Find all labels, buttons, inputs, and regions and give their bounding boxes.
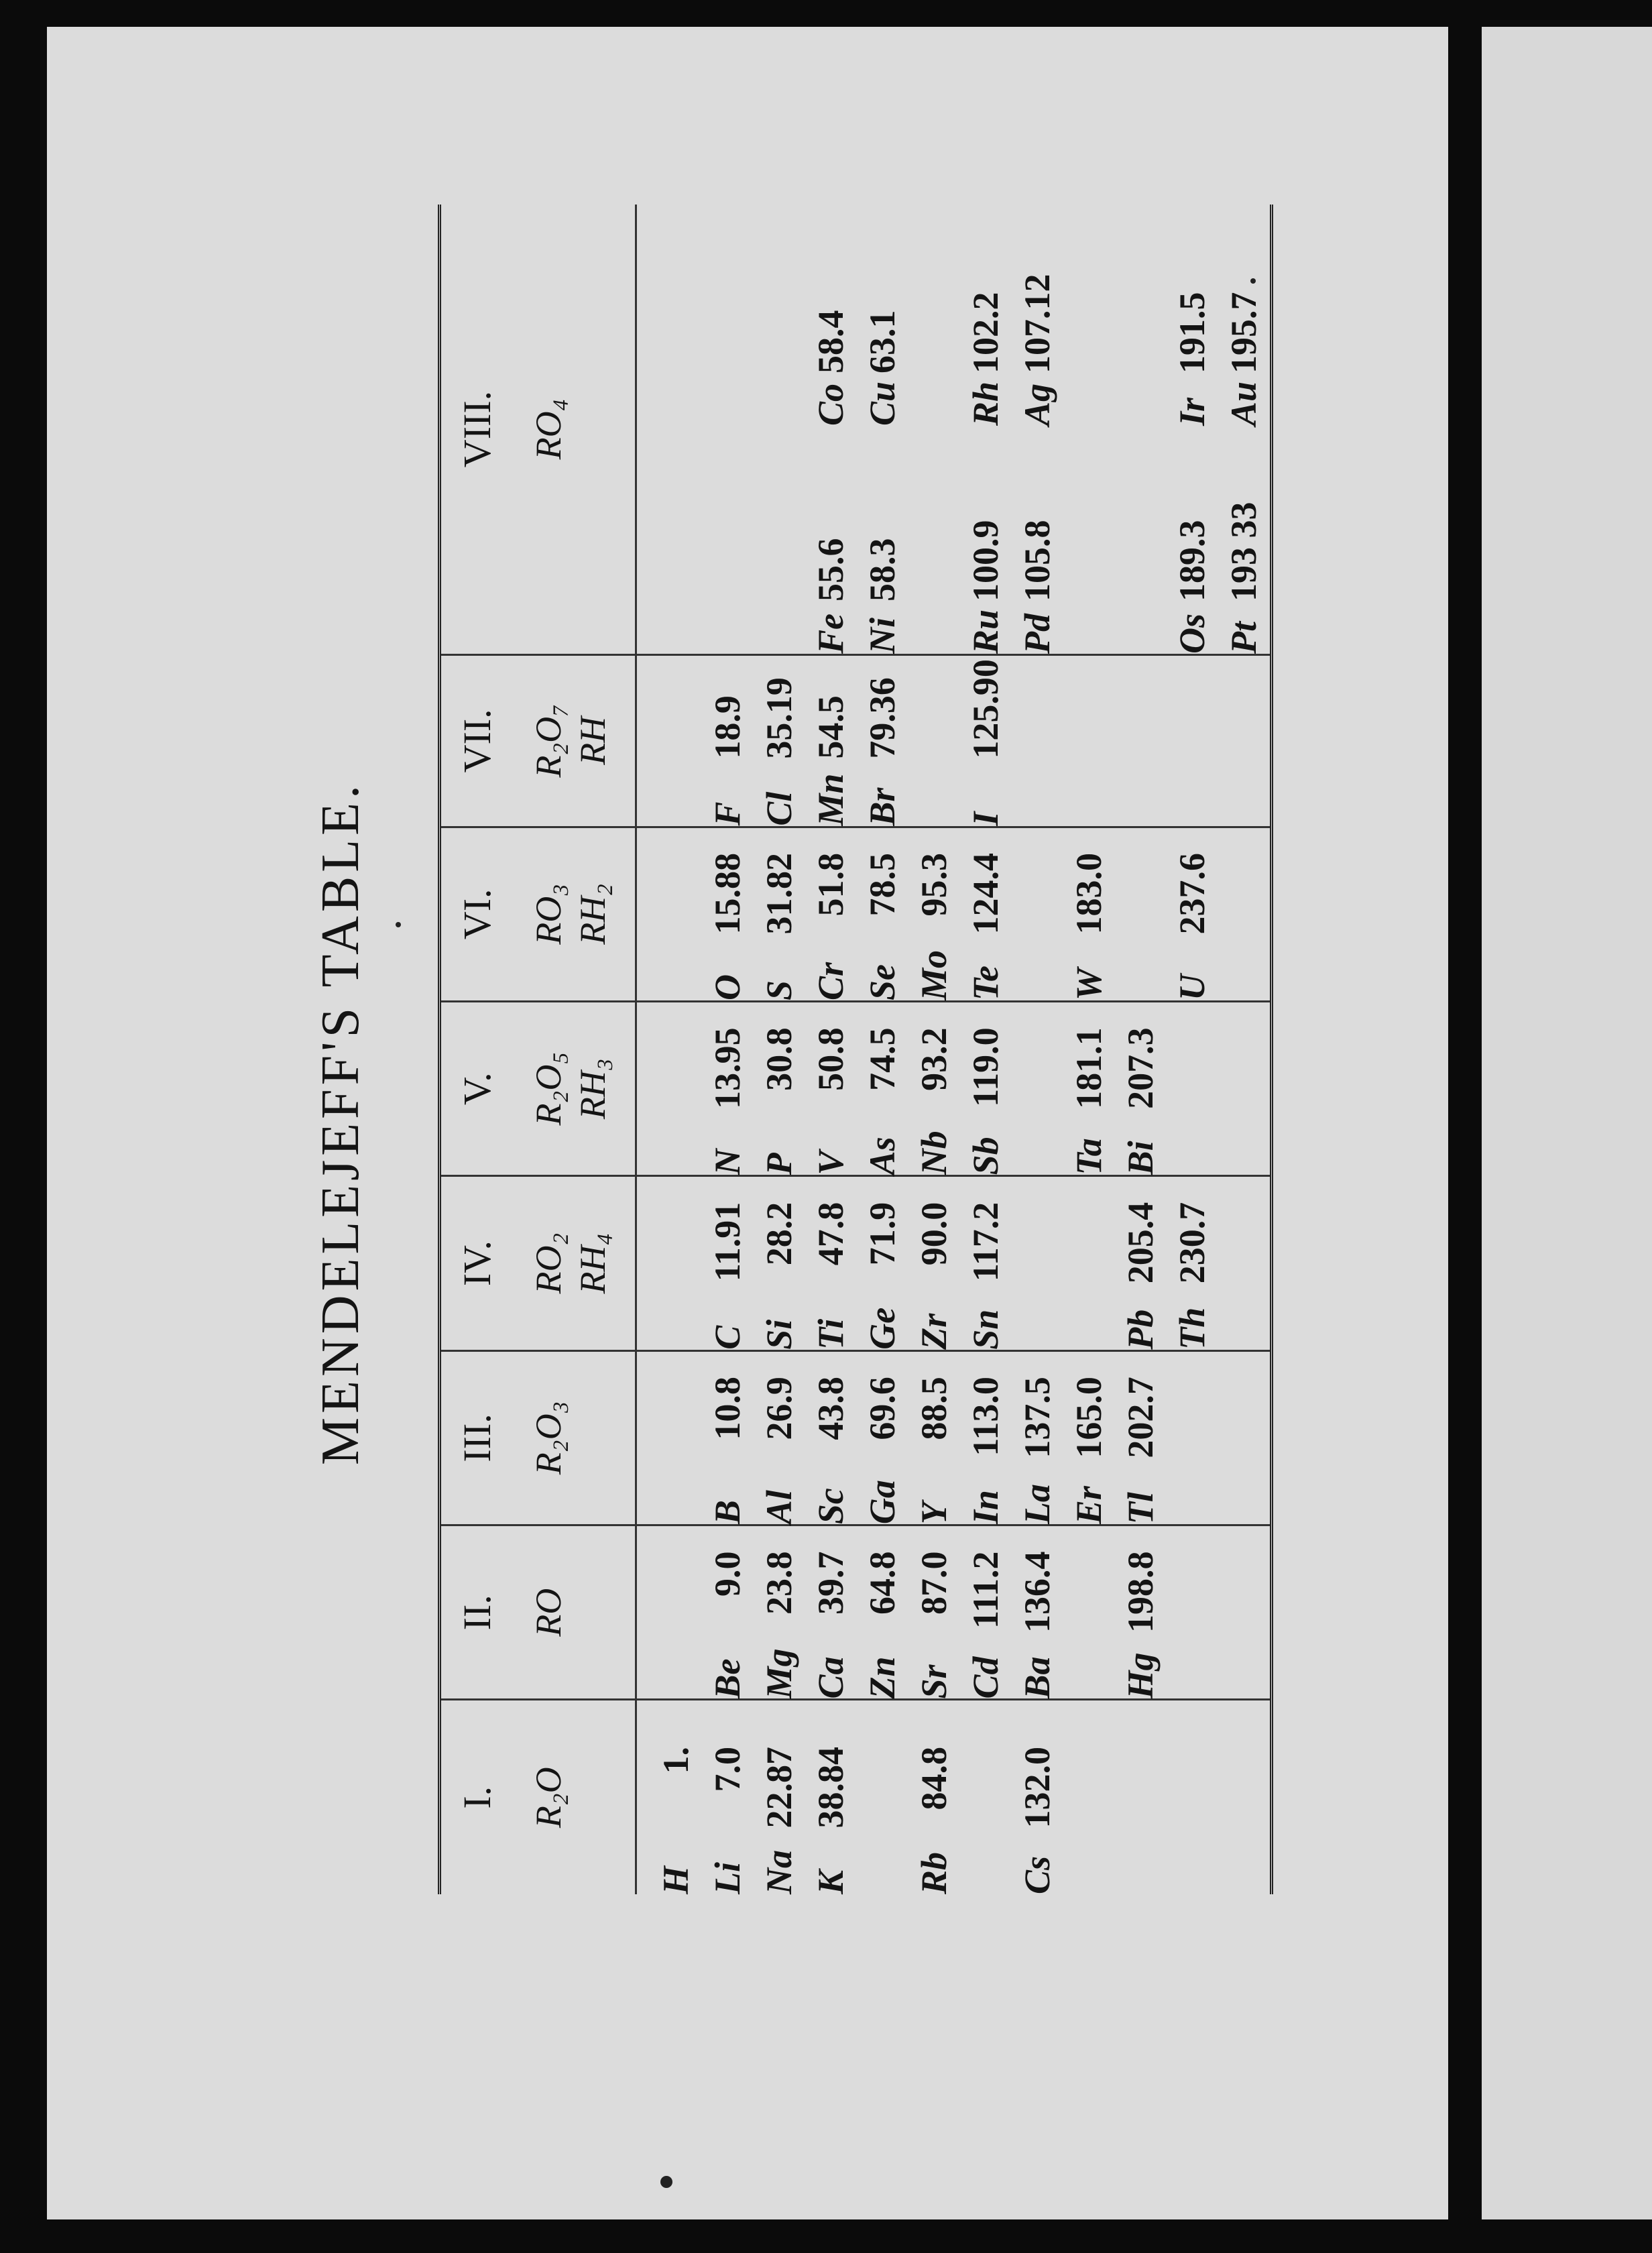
element-entry — [908, 1700, 960, 1894]
ink-speck — [1250, 278, 1256, 284]
atomic-weight: 39.7 — [811, 1551, 851, 1615]
atomic-weight: 100.9 — [965, 520, 1006, 602]
atomic-weight: 125.90 — [965, 659, 1006, 759]
oxide-formula: RO₄ — [528, 398, 569, 460]
atomic-weight: 58.4 — [811, 310, 851, 374]
element-entry — [1167, 1177, 1218, 1349]
element-entry — [1063, 205, 1115, 654]
element-symbol: Ge — [862, 1307, 902, 1350]
element-entry — [960, 205, 1012, 654]
group-number: III. — [455, 1413, 499, 1462]
atomic-weight: 124.4 — [965, 852, 1006, 935]
element-symbol: Mo — [914, 949, 954, 1000]
element-symbol: Si — [759, 1319, 799, 1350]
element-entry — [1012, 205, 1063, 654]
group-7-cell — [636, 655, 1272, 827]
element-entry — [805, 1002, 857, 1175]
element-entry — [1167, 828, 1218, 1000]
atomic-weight: 90.0 — [914, 1202, 954, 1266]
atomic-weight: 15.88 — [707, 852, 748, 935]
atomic-weight: 132.0 — [1017, 1747, 1057, 1829]
element-entry — [702, 828, 754, 1000]
group-header — [440, 1001, 636, 1175]
element-entry — [805, 1352, 857, 1524]
element-entry — [1115, 1526, 1167, 1698]
atomic-weight: 87.0 — [914, 1551, 954, 1615]
element-symbol: Cl — [759, 791, 799, 826]
element-entry — [1063, 1177, 1115, 1349]
element-entry — [754, 1526, 805, 1698]
atomic-weight: 69.6 — [862, 1377, 902, 1440]
atomic-weight: 10.8 — [707, 1377, 748, 1440]
element-entry — [908, 656, 960, 826]
atomic-weight: 119.0 — [965, 1027, 1006, 1107]
element-symbol: Mn — [811, 773, 851, 826]
atomic-weight: 55.6 — [811, 538, 851, 602]
element-symbol: O — [707, 974, 748, 1000]
group-6-cell — [636, 827, 1272, 1001]
element-symbol: Fe — [811, 614, 851, 654]
blank-row — [754, 205, 805, 654]
element-symbol: W — [1069, 968, 1109, 1000]
atomic-weight: 136.4 — [1017, 1551, 1057, 1633]
group-number: IV. — [455, 1240, 499, 1287]
element-entry — [857, 1526, 908, 1698]
element-symbol: C — [707, 1325, 748, 1350]
element-symbol: Pt — [1224, 622, 1264, 654]
group-number: V. — [455, 1072, 499, 1106]
element-entry — [1012, 1526, 1063, 1698]
atomic-weight: 181.1 — [1069, 1027, 1109, 1109]
element-symbol: Ni — [862, 618, 902, 654]
atomic-weight: 13.95 — [707, 1027, 748, 1109]
oxide-formula: R₂O₃ — [528, 1401, 569, 1475]
element-entry — [1115, 205, 1167, 654]
element-entry — [1167, 205, 1218, 654]
element-entry — [908, 1526, 960, 1698]
element-entry — [960, 1700, 1012, 1894]
book-page — [47, 27, 1448, 2219]
element-entry — [702, 1177, 754, 1349]
blank-row — [650, 656, 702, 826]
blank-row — [650, 1002, 702, 1175]
group-header — [440, 1700, 636, 1894]
atomic-weight: 50.8 — [811, 1027, 851, 1091]
atomic-weight: 58.3 — [862, 538, 902, 602]
element-symbol: Ru — [965, 609, 1006, 654]
oxide-formula: RO₂ — [528, 1232, 569, 1294]
element-symbol: Ca — [811, 1656, 851, 1699]
atomic-weight: 51.8 — [811, 852, 851, 917]
atomic-weight: 47.8 — [811, 1202, 851, 1266]
group-header — [440, 205, 636, 655]
element-entry — [857, 1177, 908, 1349]
atomic-weight: 93.2 — [914, 1027, 954, 1091]
element-symbol: Cu — [862, 381, 902, 426]
element-symbol: Y — [914, 1502, 954, 1525]
element-entry — [960, 1177, 1012, 1349]
atomic-weight: 205.4 — [1120, 1202, 1161, 1284]
element-entry — [908, 1002, 960, 1175]
atomic-weight: 105.8 — [1017, 520, 1057, 602]
group-number: II. — [455, 1595, 499, 1631]
atomic-weight: 9.0 — [707, 1551, 748, 1597]
atomic-weight: 193 33 — [1224, 502, 1264, 602]
element-entry — [1115, 1002, 1167, 1175]
element-entry — [1063, 1002, 1115, 1175]
element-entry — [805, 656, 857, 826]
element-symbol: F — [707, 801, 748, 826]
element-symbol: S — [759, 980, 799, 1000]
element-entry — [805, 1700, 857, 1894]
atomic-weight: 117.2 — [965, 1202, 1006, 1282]
blank-row — [702, 205, 754, 654]
element-entry — [805, 205, 857, 654]
element-symbol: Na — [759, 1850, 799, 1894]
element-entry — [1218, 205, 1270, 654]
oxide-formula: RO — [528, 1588, 569, 1637]
element-entry — [908, 1352, 960, 1524]
atomic-weight: 237.6 — [1172, 852, 1212, 935]
oxide-formula: RO₃ — [528, 883, 569, 945]
element-symbol: Li — [707, 1862, 748, 1894]
blank-row — [650, 828, 702, 1000]
group-header — [440, 1525, 636, 1700]
element-symbol: Se — [862, 964, 902, 1000]
group-number: VI. — [455, 888, 499, 940]
element-entry — [1115, 828, 1167, 1000]
group-1-cell — [636, 1700, 1272, 1894]
atomic-weight: 63.1 — [862, 310, 902, 374]
element-entry — [650, 1700, 702, 1894]
element-symbol: In — [965, 1490, 1006, 1525]
atomic-weight: 165.0 — [1069, 1377, 1109, 1458]
blank-row — [650, 205, 702, 654]
group-4-cell — [636, 1176, 1272, 1350]
hydride-formula: RH₂ — [573, 883, 613, 945]
oxide-formula: R₂O — [528, 1767, 569, 1829]
blank-row — [650, 1526, 702, 1698]
atomic-weight: 30.8 — [759, 1027, 799, 1091]
element-entry — [1012, 1352, 1063, 1524]
group-3-cell — [636, 1350, 1272, 1525]
atomic-weight: 230.7 — [1172, 1202, 1212, 1284]
atomic-weight: 202.7 — [1120, 1377, 1161, 1458]
element-entry — [805, 828, 857, 1000]
atomic-weight: 64.8 — [862, 1551, 902, 1615]
group-number: VIII. — [455, 390, 499, 468]
element-entry — [908, 828, 960, 1000]
group-number: I. — [455, 1786, 499, 1809]
atomic-weight: 207.3 — [1120, 1027, 1161, 1109]
element-entry — [702, 1526, 754, 1698]
element-entry — [1115, 1177, 1167, 1349]
element-entry — [754, 828, 805, 1000]
element-entry — [960, 1526, 1012, 1698]
element-entry — [702, 1002, 754, 1175]
atomic-weight: 195.7 — [1224, 292, 1264, 374]
element-entry — [857, 1352, 908, 1524]
element-symbol: La — [1017, 1484, 1057, 1525]
atomic-weight: 31.82 — [759, 852, 799, 935]
hydride-formula: RH₃ — [573, 1058, 613, 1120]
atomic-weight: 1. — [656, 1747, 696, 1774]
element-entry — [1063, 1352, 1115, 1524]
element-symbol: Cs — [1017, 1855, 1057, 1894]
element-entry — [857, 1700, 908, 1894]
atomic-weight: 26.9 — [759, 1377, 799, 1440]
atomic-weight: 88.5 — [914, 1377, 954, 1440]
element-symbol: Pd — [1017, 614, 1057, 654]
adjacent-page-edge — [1482, 27, 1652, 2219]
element-symbol: H — [656, 1865, 696, 1894]
element-entry — [1063, 828, 1115, 1000]
group-header — [440, 827, 636, 1001]
element-entry — [754, 1352, 805, 1524]
atomic-weight: 71.9 — [862, 1202, 902, 1266]
element-symbol: Cr — [811, 962, 851, 1000]
hydride-formula: RH₄ — [573, 1232, 613, 1294]
element-symbol: Ir — [1172, 397, 1212, 426]
rotated-table-block — [257, 218, 1264, 2028]
element-symbol: Au — [1224, 381, 1264, 426]
atomic-weight: 191.5 — [1172, 292, 1212, 374]
element-entry — [960, 828, 1012, 1000]
element-symbol: B — [707, 1500, 748, 1525]
page-title: MENDELEJEFF'S TABLE. — [311, 781, 370, 1465]
element-symbol: Ta — [1069, 1138, 1109, 1175]
element-symbol: Zr — [914, 1313, 954, 1350]
atomic-weight: 79.36 — [862, 677, 902, 759]
element-entry — [805, 1526, 857, 1698]
atomic-weight: 102.2 — [965, 292, 1006, 374]
element-symbol: Sc — [811, 1488, 851, 1525]
element-symbol: N — [707, 1149, 748, 1175]
element-entry — [754, 1177, 805, 1349]
atomic-weight: 78.5 — [862, 852, 902, 917]
element-symbol: Pb — [1120, 1309, 1161, 1350]
element-entry — [857, 656, 908, 826]
element-entry — [754, 1700, 805, 1894]
atomic-weight: 107.12 — [1017, 274, 1057, 374]
atomic-weight: 7.0 — [707, 1747, 748, 1792]
element-entry — [702, 1352, 754, 1524]
element-entry — [702, 1700, 754, 1894]
element-symbol: Bi — [1120, 1141, 1161, 1175]
group-header — [440, 1350, 636, 1525]
element-entry — [805, 1177, 857, 1349]
group-2-cell — [636, 1525, 1272, 1700]
element-symbol: Sn — [965, 1309, 1006, 1350]
elements-row — [636, 205, 1272, 1894]
element-symbol: U — [1172, 974, 1212, 1000]
element-symbol: Ba — [1017, 1656, 1057, 1699]
element-entry — [857, 828, 908, 1000]
group-number: VII. — [455, 709, 499, 773]
atomic-weight: 54.5 — [811, 695, 851, 759]
element-symbol: Be — [707, 1658, 748, 1699]
group-header — [440, 655, 636, 827]
atomic-weight: 189.3 — [1172, 520, 1212, 602]
atomic-weight: 198.8 — [1120, 1551, 1161, 1633]
element-symbol: Co — [811, 383, 851, 426]
element-symbol: Sb — [965, 1137, 1006, 1175]
element-symbol: Sr — [914, 1664, 954, 1699]
oxide-formula: R₂O₇ — [528, 704, 569, 778]
element-symbol: Tl — [1120, 1492, 1161, 1525]
atomic-weight: 95.3 — [914, 852, 954, 917]
atomic-weight: 18.9 — [707, 695, 748, 759]
atomic-weight: 11.91 — [707, 1202, 748, 1282]
atomic-weight: 35.19 — [759, 677, 799, 759]
element-entry — [857, 1002, 908, 1175]
element-symbol: Cd — [965, 1656, 1006, 1699]
atomic-weight: 183.0 — [1069, 852, 1109, 935]
element-entry — [1012, 828, 1063, 1000]
atomic-weight: 28.2 — [759, 1202, 799, 1266]
ink-speck — [396, 922, 401, 927]
element-symbol: As — [862, 1137, 902, 1175]
atomic-weight: 23.8 — [759, 1551, 799, 1615]
element-entry — [1012, 1177, 1063, 1349]
element-symbol: Te — [965, 965, 1006, 1000]
element-symbol: Hg — [1120, 1652, 1161, 1699]
element-symbol: Zn — [862, 1656, 902, 1699]
group-8-cell — [636, 205, 1272, 655]
element-symbol: Th — [1172, 1307, 1212, 1350]
element-symbol: Br — [862, 787, 902, 826]
element-entry — [960, 1002, 1012, 1175]
element-symbol: Rh — [965, 381, 1006, 426]
element-symbol: Er — [1069, 1486, 1109, 1525]
element-entry — [908, 1177, 960, 1349]
element-symbol: Nb — [914, 1131, 954, 1175]
ink-speck — [660, 2176, 672, 2188]
element-entry — [754, 656, 805, 826]
element-entry — [1012, 1700, 1063, 1894]
atomic-weight: 74.5 — [862, 1027, 902, 1091]
element-symbol: K — [811, 1869, 851, 1894]
element-entry — [1012, 1002, 1063, 1175]
atomic-weight: 137.5 — [1017, 1377, 1057, 1458]
atomic-weight: 113.0 — [965, 1377, 1006, 1456]
element-symbol: Al — [759, 1490, 799, 1525]
periodic-table — [438, 205, 1273, 1894]
element-entry — [1115, 1352, 1167, 1524]
element-entry — [1063, 1526, 1115, 1698]
element-entry — [908, 205, 960, 654]
oxide-formula: R₂O₅ — [528, 1051, 569, 1126]
hydride-formula: RH — [573, 716, 613, 765]
element-symbol: P — [759, 1153, 799, 1175]
element-symbol: V — [811, 1151, 851, 1175]
atomic-weight: 111.2 — [965, 1551, 1006, 1629]
group-header-row — [440, 205, 636, 1894]
element-symbol: I — [965, 811, 1006, 826]
element-symbol: Ti — [811, 1318, 851, 1350]
blank-row — [650, 1177, 702, 1349]
group-header — [440, 1176, 636, 1350]
element-entry — [754, 1002, 805, 1175]
element-symbol: Mg — [759, 1648, 799, 1699]
group-5-cell — [636, 1001, 1272, 1175]
element-symbol: Os — [1172, 614, 1212, 654]
element-symbol: Ag — [1017, 383, 1057, 426]
element-symbol: Rb — [914, 1851, 954, 1894]
atomic-weight: 43.8 — [811, 1377, 851, 1440]
atomic-weight: 84.8 — [914, 1747, 954, 1810]
blank-row — [650, 1352, 702, 1524]
atomic-weight: 38.84 — [811, 1747, 851, 1829]
element-symbol: Ga — [862, 1480, 902, 1525]
element-entry — [960, 656, 1012, 826]
element-entry — [960, 1352, 1012, 1524]
element-entry — [857, 205, 908, 654]
element-entry — [702, 656, 754, 826]
atomic-weight: 22.87 — [759, 1747, 799, 1829]
